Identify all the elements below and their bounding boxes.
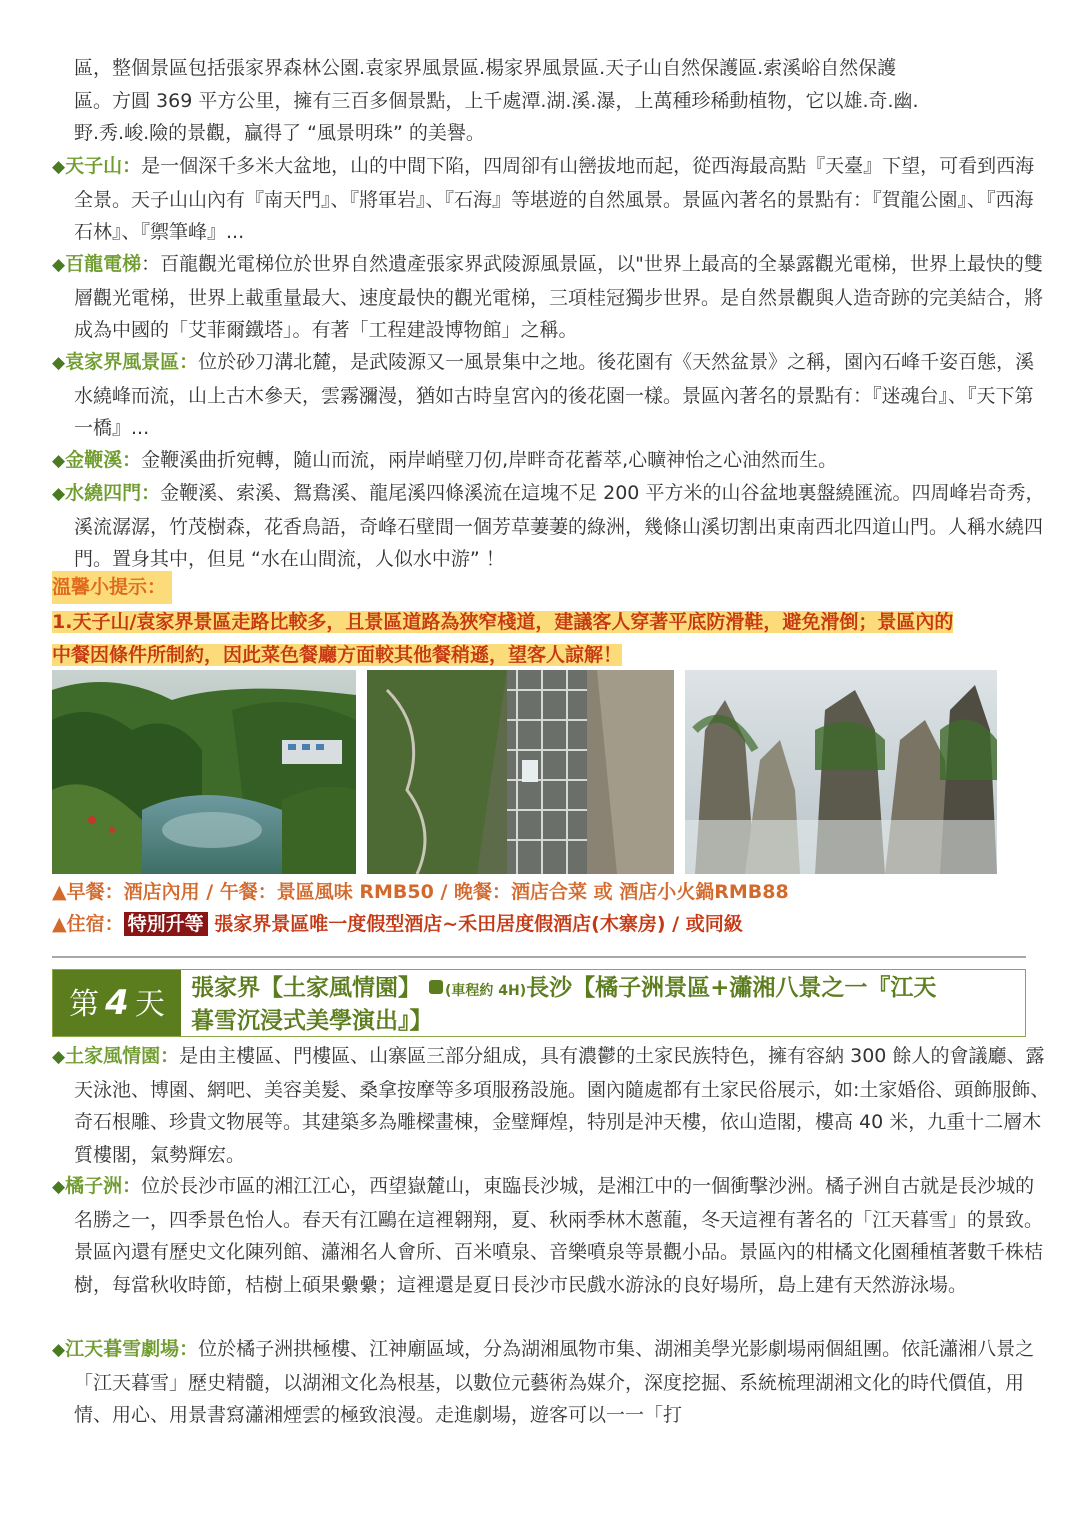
intro-line: 區，整個景區包括張家界森林公園.袁家界風景區.楊家界風景區.天子山自然保護區.索溪峪自然保護: [74, 57, 897, 79]
day-header: [52, 969, 1026, 1037]
item-name: 橘子洲：: [65, 1175, 142, 1197]
diamond-icon: ◆: [52, 157, 66, 177]
diamond-icon: ◆: [52, 1047, 66, 1067]
day-title-part: 張家界【土家風情園】: [191, 975, 421, 1001]
section-divider: [52, 956, 1026, 958]
item-name: 土家風情園：: [65, 1045, 180, 1067]
diamond-icon: ◆: [52, 255, 66, 275]
item-name: 江天暮雪劇場：: [65, 1338, 199, 1360]
tips-line: 中餐因條件所制約，因此菜色餐廳方面較其他餐稍遜，望客人諒解！: [52, 643, 623, 666]
item-yuanjiajie: [52, 346, 1052, 445]
photo-canyon-pool: [52, 670, 356, 874]
day-badge: [53, 970, 181, 1036]
item-name: 水繞四門：: [65, 482, 161, 504]
bus-icon: [429, 980, 443, 994]
photo-bailong-elevator: [367, 670, 674, 874]
tips-body: [52, 606, 1030, 671]
diamond-icon: ◆: [52, 1340, 66, 1360]
tips-title: 溫馨小提示：: [52, 571, 172, 604]
item-tianzi-mountain: [52, 150, 1052, 249]
item-bailong-elevator: [52, 248, 1052, 347]
diamond-icon: ◆: [52, 353, 66, 373]
day-title-part: 長沙【橘子洲景區+瀟湘八景之一『江天: [526, 975, 937, 1001]
day-number: 4: [105, 983, 129, 1023]
stay-label: ▲住宿：: [52, 913, 124, 935]
photo-misty-peaks: [685, 670, 997, 874]
item-orange-isle: [52, 1170, 1052, 1301]
day-title-part: 暮雪沉浸式美學演出』】: [191, 1008, 433, 1034]
item-four-gates: [52, 477, 1052, 576]
day-prefix: 第: [69, 987, 100, 1022]
diamond-icon: ◆: [52, 484, 66, 504]
item-text: 位於橘子洲拱極樓、江神廟區域，分為湖湘風物市集、湖湘美學光影劇場兩個組團。依託瀟湘八景之「江天暮雪」歷史精髓，以湖湘文化為根基，以數位元藝術為媒介，深度挖掘、系統梳理湖湘文化的時代價值，用情、用心、用景書寫瀟湘煙雲的極致浪漫。走進劇場，遊客可以一一「打: [74, 1338, 1035, 1427]
item-text: 金鞭溪曲折宛轉，隨山而流，兩岸峭壁刀仞,岸畔奇花蓄萃,心曠神怡之心油然而生。: [141, 449, 838, 471]
travel-time: (車程約 4H): [445, 983, 527, 999]
item-name: 金鞭溪：: [65, 449, 142, 471]
item-text: ：百龍觀光電梯位於世界自然遺產張家界武陵源風景區，以"世界上最高的全暴露觀光電梯，世界上最快的雙層觀光電梯，世界上載重量最大、速度最快的觀光電梯，三項桂冠獨步世界。是自然景觀與人造奇跡的完美結合，將成為中國的「艾菲爾鐵塔」。有著「工程建設博物館」之稱。: [74, 253, 1044, 342]
item-tujia-park: [52, 1040, 1052, 1171]
day-suffix: 天: [134, 987, 165, 1022]
item-name: 天子山：: [65, 155, 142, 177]
item-golden-whip-stream: [52, 444, 1052, 478]
day-title: [191, 973, 1021, 1036]
item-name: 袁家界風景區：: [65, 351, 199, 373]
item-text: 位於長沙市區的湘江江心，西望嶽麓山，東臨長沙城，是湘江中的一個衝擊沙洲。橘子洲自古就是長沙城的名勝之一，四季景色怡人。春天有江鷗在這裡翱翔，夏、秋兩季林木蔥蘢，冬天這裡有著名的「江天暮雪」的景致。景區內還有歷史文化陳列館、瀟湘名人會所、百米噴泉、音樂噴泉等景觀小品。景區內的柑橘文化園種植著數千株桔樹，每當秋收時節，桔樹上碩果纍纍；這裡還是夏日長沙市民戲水游泳的良好場所，島上建有天然游泳場。: [74, 1175, 1044, 1296]
diamond-icon: ◆: [52, 1177, 66, 1197]
item-text: 是由主樓區、門樓區、山寨區三部分組成，具有濃鬱的土家民族特色，擁有容納 300 餘人的會議廳、露天泳池、博園、網吧、美容美髮、桑拿按摩等多項服務設施。園內隨處都有土家民俗展示，如:土家婚俗、頭飾服飾、奇石根雕、珍貴文物展等。其建築多為雕樑畫棟，金璧輝煌，特別是沖天樓，依山造閣，樓高 40 米，九重十二層木質樓閣，氣勢輝宏。: [74, 1045, 1050, 1166]
intro-line: 野.秀.峻.險的景觀，贏得了 “風景明珠” 的美譽。: [74, 122, 485, 145]
item-text: 金鞭溪、索溪、鴛鴦溪、龍尾溪四條溪流在這塊不足 200 平方米的山谷盆地裏盤繞匯流。四周峰岩奇秀，溪流潺潺，竹茂樹森，花香鳥語，奇峰石壁間一個芳草萋萋的綠洲，幾條山溪切割出東南西北四道山門。人稱水繞四門。置身其中，但見 “水在山間流，人似水中游” ！: [74, 482, 1045, 571]
hotel-name: 張家界景區唯一度假型酒店~禾田居度假酒店(木寨房) / 或同級: [207, 913, 743, 935]
item-text: 位於砂刀溝北麓，是武陵源又一風景集中之地。後花園有《天然盆景》之稱，園內石峰千姿百態，溪水繞峰而流，山上古木參天，雲霧瀰漫，猶如古時皇宮內的後花園一樣。景區內著名的景點有：『迷魂台』、『天下第一橋』...: [74, 351, 1035, 440]
upgrade-badge: 特別升等: [124, 912, 208, 936]
item-snow-theater: [52, 1333, 1052, 1432]
meals-line: ▲早餐：酒店內用 / 午餐：景區風味 RMB50 / 晚餐：酒店合菜 或 酒店小火鍋RMB88: [52, 881, 789, 903]
tips-line: 1.天子山/袁家界景區走路比較多，且景區道路為狹窄棧道，建議客人穿著平底防滑鞋，避免滑倒；景區內的: [52, 611, 954, 633]
diamond-icon: ◆: [52, 451, 66, 471]
item-text: 是一個深千多米大盆地，山的中間下陷，四周卻有山巒拔地而起，從西海最高點『天臺』下望，可看到西海全景。天子山山內有『南天門』、『將軍岩』、『石海』等堪遊的自然風景。景區內著名的景點有：『賀龍公園』、『西海石林』、『禦筆峰』...: [74, 155, 1035, 244]
item-name: 百龍電梯: [65, 253, 142, 275]
intro-line: 區。方圓 369 平方公里，擁有三百多個景點，上千處潭.湖.溪.瀑，上萬種珍稀動植物，它以雄.奇.幽.: [74, 89, 919, 112]
intro-paragraph: [52, 52, 1052, 150]
stay-line: [52, 908, 743, 940]
